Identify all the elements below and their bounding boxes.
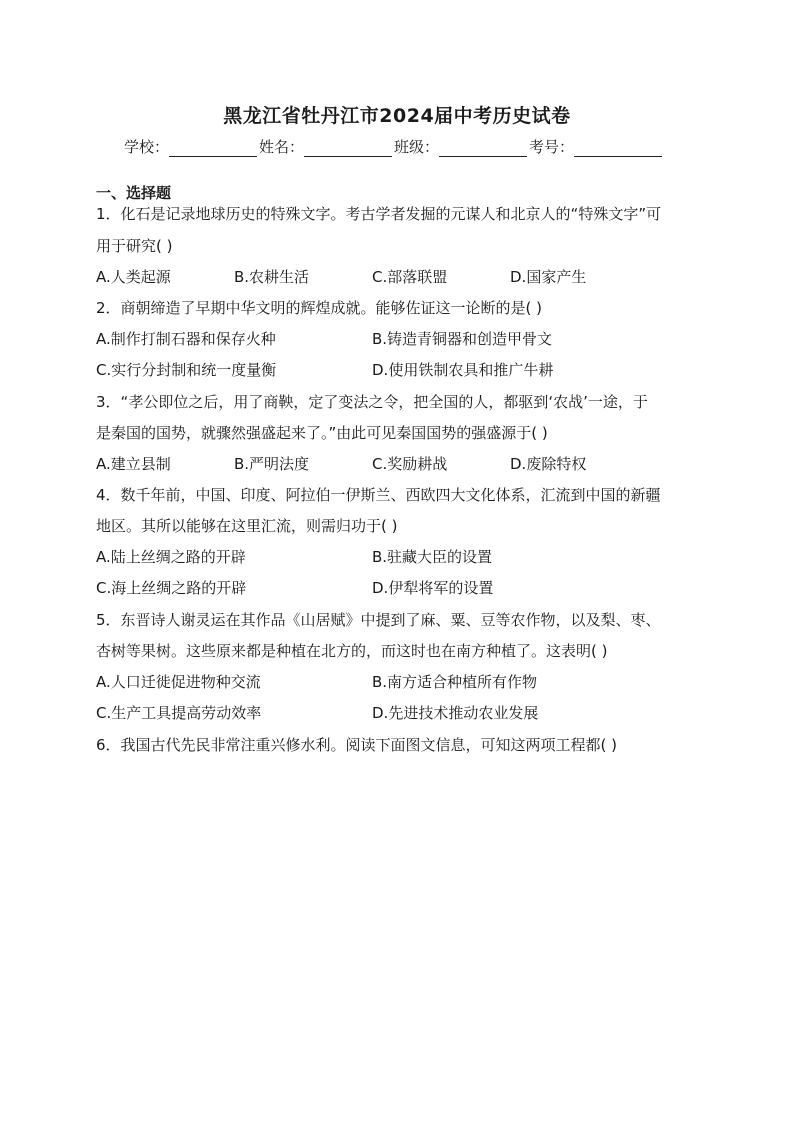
question-1-line-2: 用于研究( ): [96, 237, 173, 255]
question-5-line-1: 5．东晋诗人谢灵运在其作品《山居赋》中提到了麻、粟、豆等农作物，以及梨、枣、: [96, 611, 661, 629]
q5-option-d[interactable]: D.先进技术推动农业发展: [372, 704, 539, 722]
question-4-line-1: 4．数千年前，中国、印度、阿拉伯一伊斯兰、西欧四大文化体系，汇流到中国的新疆: [96, 486, 661, 504]
q4-option-c[interactable]: C.海上丝绸之路的开辟: [96, 579, 247, 597]
number-label: 考号：: [529, 138, 575, 156]
q5-option-a[interactable]: A.人口迁徙促进物种交流: [96, 673, 261, 691]
class-blank[interactable]: [439, 140, 527, 157]
q3-option-c[interactable]: C.奖励耕战: [372, 455, 448, 473]
question-5-line-2: 杏树等果树。这些原来都是种植在北方的，而这时也在南方种植了。这表明( ): [96, 642, 608, 660]
question-1-line-1: 1．化石是记录地球历史的特殊文字。考古学者发掘的元谋人和北京人的“特殊文字”可: [96, 205, 662, 223]
name-blank[interactable]: [304, 140, 392, 157]
q3-option-d[interactable]: D.废除特权: [510, 455, 587, 473]
q4-option-b[interactable]: B.驻藏大臣的设置: [372, 548, 493, 566]
q3-option-b[interactable]: B.严明法度: [234, 455, 310, 473]
q3-option-a[interactable]: A.建立县制: [96, 455, 171, 473]
name-label: 姓名：: [259, 138, 305, 156]
q1-option-c[interactable]: C.部落联盟: [372, 268, 448, 286]
q1-option-a[interactable]: A.人类起源: [96, 268, 171, 286]
q5-option-b[interactable]: B.南方适合种植所有作物: [372, 673, 538, 691]
question-6-line-1: 6．我国古代先民非常注重兴修水利。阅读下面图文信息，可知这两项工程都( ): [96, 736, 618, 754]
q1-option-d[interactable]: D.国家产生: [510, 268, 587, 286]
q4-option-d[interactable]: D.伊犁将军的设置: [372, 579, 494, 597]
q4-option-a[interactable]: A.陆上丝绸之路的开辟: [96, 548, 246, 566]
q1-option-b[interactable]: B.农耕生活: [234, 268, 310, 286]
school-blank[interactable]: [169, 140, 257, 157]
question-3-line-2: 是秦国的国势，就骤然强盛起来了。”由此可见秦国国势的强盛源于( ): [96, 424, 548, 442]
q2-option-c[interactable]: C.实行分封制和统一度量衡: [96, 361, 277, 379]
section-heading: 一、选择题: [96, 184, 172, 202]
question-2-line-1: 2．商朝缔造了早期中华文明的辉煌成就。能够佐证这一论断的是( ): [96, 299, 543, 317]
question-3-line-1: 3．“孝公即位之后，用了商鞅，定了变法之令，把全国的人，都驱到‘农战’一途，于: [96, 393, 648, 411]
q2-option-a[interactable]: A.制作打制石器和保存火种: [96, 330, 276, 348]
q2-option-d[interactable]: D.使用铁制农具和推广牛耕: [372, 361, 554, 379]
q5-option-c[interactable]: C.生产工具提高劳动效率: [96, 704, 262, 722]
question-4-line-2: 地区。其所以能够在这里汇流，则需归功于( ): [96, 517, 398, 535]
number-blank[interactable]: [574, 140, 662, 157]
school-label: 学校：: [124, 138, 170, 156]
page-title: 黑龙江省牡丹江市2024届中考历史试卷: [223, 105, 571, 127]
student-info-row: [124, 136, 664, 157]
q2-option-b[interactable]: B.铸造青铜器和创造甲骨文: [372, 330, 553, 348]
class-label: 班级：: [394, 138, 440, 156]
